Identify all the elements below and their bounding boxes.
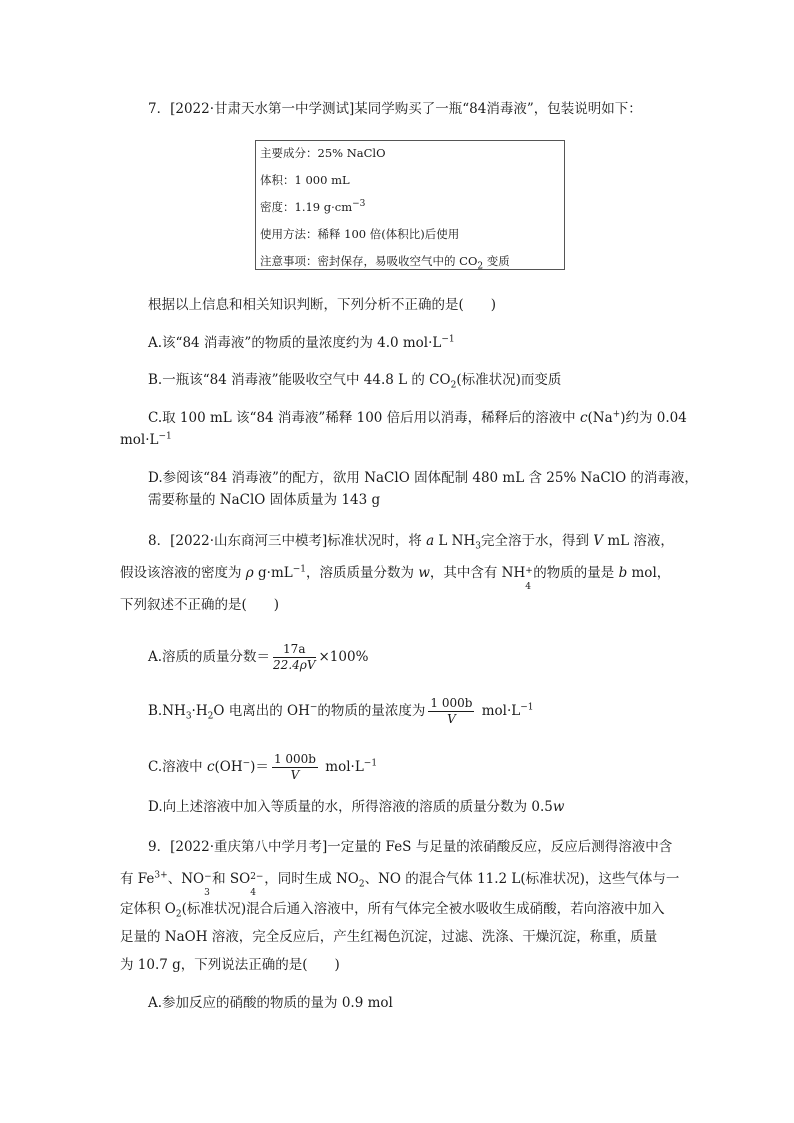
q7-option-b: B.一瓶该“84 消毒液”能吸收空气中 44.8 L 的 $CO_2$(标准状况)而变质 xyxy=(148,372,562,391)
q8-option-c: C.溶液中 c(OH−)＝ $\frac{1 000b}{V}$ $mol\cdot L^{-1}$ xyxy=(148,752,378,782)
q8-stem-line1: 8．[2022·山东商河三中模考]标准状况时，将 a L $NH_3$完全溶于水，得到 V mL 溶液， xyxy=(148,533,674,552)
q9-option-a: A.参加反应的硝酸的物质的量为 0.9 mol xyxy=(148,995,393,1011)
q8-option-b-fraction: $\frac{1 000b}{V}$ xyxy=(430,696,473,726)
q7-question: 根据以上信息和相关知识判断，下列分析不正确的是( ) xyxy=(148,297,497,313)
label-volume: 体积：1 000 mL xyxy=(260,173,350,187)
q9-stem-line3: 定体积 $O_2$(标准状况)混合后通入溶液中，所有气体完全被水吸收生成硝酸，若向溶液中加入 xyxy=(120,901,665,920)
q9-stem-line2: 有 $Fe^{3+}$、NO − 3 和 SO 2− 4 ，同时生成 $NO_2$、NO 的混合气体 11.2 L(标准状况)，这些气体与一 xyxy=(120,870,680,898)
q8-option-d: D.向上述溶液中加入等质量的水，所得溶液的溶质的质量分数为 0.5w xyxy=(148,799,565,815)
q8-stem-line2: 假设该溶液的密度为 ρ $g\cdot mL^{-1}$，溶质质量分数为 w，其中含有 NH + 4 的物质的量是 b mol， xyxy=(120,564,671,592)
label-ingredient: 主要成分：25% NaClO xyxy=(260,146,386,160)
q7-option-c-line1: C.取 100 mL 该“84 消毒液”稀释 100 倍后用以消毒，稀释后的溶液中 c(Na+)约为 0.04 xyxy=(148,409,687,426)
q7-option-c-line2: $mol\cdot L^{-1}$ xyxy=(120,431,172,448)
q7-option-d-line2: 需要称量的 NaClO 固体质量为 143 g xyxy=(148,492,381,508)
q8-stem-line3: 下列叙述不正确的是( ) xyxy=(120,597,280,613)
product-label-box xyxy=(255,140,565,270)
q8-option-a: A.溶质的质量分数＝ $\frac{17a}{22.4\rho V}$ ×100% xyxy=(148,642,369,672)
label-density: 密度：1.19 $g\cdot cm^{-3}$ xyxy=(260,199,366,214)
q7-option-d-line1: D.参阅该“84 消毒液”的配方，欲用 NaClO 固体配制 480 mL 含 25% NaClO 的消毒液， xyxy=(148,470,698,486)
q7-stem: 7．[2022·甘肃天水第一中学测试]某同学购买了一瓶“84消毒液”，包装说明如下： xyxy=(148,101,642,117)
q8-option-b: $B.NH_3\cdot H_2O$ 电离出的 OH−的物质的量浓度为 $\frac{1 000b}{V}$ $mol\cdot L^{-1}$ xyxy=(148,696,534,726)
q8-option-c-fraction: $\frac{1 000b}{V}$ xyxy=(273,752,316,782)
q8-option-a-fraction: $\frac{17a}{22.4\rho V}$ xyxy=(273,642,316,672)
label-caution: 注意事项：密封保存，易吸收空气中的 $CO_2$ 变质 xyxy=(260,254,510,272)
q9-stem-line1: 9．[2022·重庆第八中学月考]一定量的 FeS 与足量的浓硝酸反应，反应后测得溶液中含 xyxy=(148,839,673,855)
label-usage: 使用方法：稀释 100 倍(体积比)后使用 xyxy=(260,227,460,241)
q9-stem-line4: 足量的 NaOH 溶液，完全反应后，产生红褐色沉淀，过滤、洗涤、干燥沉淀，称重，质量 xyxy=(120,929,658,945)
q9-stem-line5: 为 10.7 g，下列说法正确的是( ) xyxy=(120,957,340,973)
q7-option-a: A.该“84 消毒液”的物质的量浓度约为 4.0 $mol\cdot L^{-1}$ xyxy=(148,334,455,351)
